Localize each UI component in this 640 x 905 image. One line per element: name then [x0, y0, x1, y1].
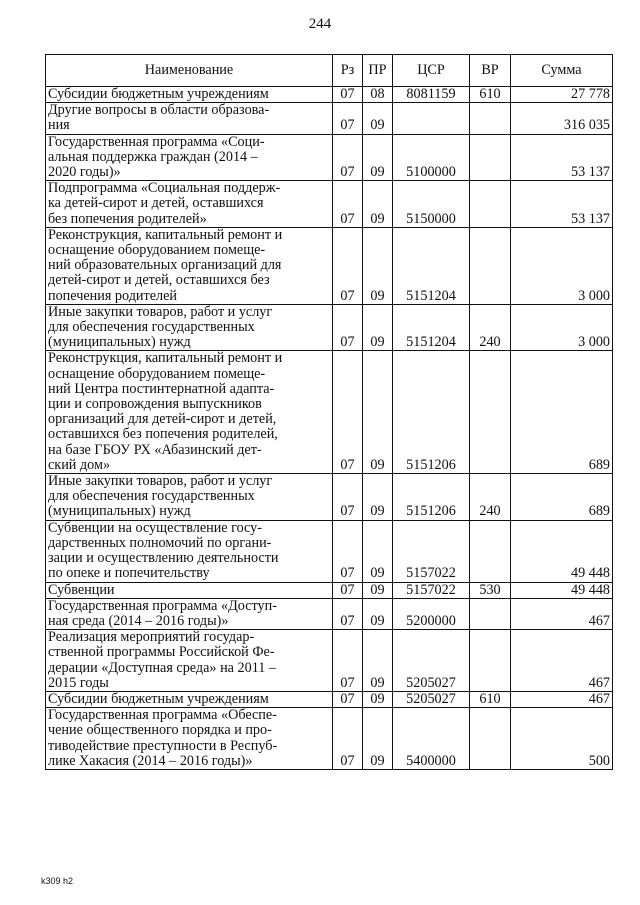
- row-name-cell: Субвенции на осуществление госу- дарственных полномочий по органи- зации и осуществлению деятельности по опеке и попечительству: [46, 520, 333, 582]
- row-vr-cell: 610: [470, 691, 511, 707]
- row-csr-cell: 5157022: [393, 582, 470, 598]
- row-csr-cell: 5151204: [393, 304, 470, 351]
- row-name-cell: Реализация мероприятий государ- ственной программы Российской Фе- дерации «Доступная среда» на 2011 – 2015 годы: [46, 630, 333, 692]
- table-row: [46, 582, 613, 598]
- row-name-cell: Реконструкция, капитальный ремонт и оснащение оборудованием помеще- ний образовательных организаций для детей-сирот и детей, оставшихся без попечения родителей: [46, 227, 333, 304]
- table-row: [46, 708, 613, 770]
- row-csr-cell: 5157022: [393, 520, 470, 582]
- row-rz-cell: 07: [333, 304, 363, 351]
- row-csr-cell: 5200000: [393, 598, 470, 629]
- row-csr-cell: 5150000: [393, 181, 470, 228]
- header-vr: ВР: [470, 55, 511, 87]
- row-name-cell: Государственная программа «Соци- альная поддержка граждан (2014 – 2020 годы)»: [46, 134, 333, 181]
- row-sum-cell: 49 448: [511, 582, 613, 598]
- row-rz-cell: 07: [333, 708, 363, 770]
- row-pr-cell: 09: [363, 630, 393, 692]
- table-row: [46, 181, 613, 228]
- row-pr-cell: 09: [363, 304, 393, 351]
- row-sum-cell: 689: [511, 474, 613, 521]
- table-row: [46, 227, 613, 304]
- row-pr-cell: 09: [363, 582, 393, 598]
- row-sum-cell: 3 000: [511, 227, 613, 304]
- row-name-cell: Реконструкция, капитальный ремонт и оснащение оборудованием помеще- ний Центра постинтернатной адапта- ции и сопровождения выпускников организаций для детей-сирот и детей, оставшихся без попечения родителей, на базе ГБОУ РХ «Абазинский дет- ский дом»: [46, 351, 333, 474]
- row-rz-cell: 07: [333, 520, 363, 582]
- row-name-cell: Субвенции: [46, 582, 333, 598]
- row-vr-cell: 530: [470, 582, 511, 598]
- row-csr-cell: 5400000: [393, 708, 470, 770]
- row-sum-cell: 53 137: [511, 134, 613, 181]
- table-row: [46, 691, 613, 707]
- row-name-cell: Государственная программа «Обеспе- чение общественного порядка и про- тиводействие преступности в Респуб- лике Хакасия (2014 – 2016 годы)»: [46, 708, 333, 770]
- table-body: [46, 87, 613, 770]
- row-rz-cell: 07: [333, 691, 363, 707]
- row-pr-cell: 09: [363, 181, 393, 228]
- table-row: [46, 520, 613, 582]
- header-name: Наименование: [46, 55, 333, 87]
- table-row: [46, 474, 613, 521]
- row-name-cell: Иные закупки товаров, работ и услуг для обеспечения государственных (муниципальных) нужд: [46, 304, 333, 351]
- row-csr-cell: 5205027: [393, 630, 470, 692]
- row-pr-cell: 09: [363, 708, 393, 770]
- row-csr-cell: [393, 103, 470, 134]
- row-pr-cell: 09: [363, 520, 393, 582]
- row-name-cell: Подпрограмма «Социальная поддерж- ка детей-сирот и детей, оставшихся без попечения родителей»: [46, 181, 333, 228]
- row-sum-cell: 467: [511, 598, 613, 629]
- row-vr-cell: [470, 708, 511, 770]
- row-vr-cell: 610: [470, 87, 511, 103]
- row-pr-cell: 09: [363, 474, 393, 521]
- row-csr-cell: 5151206: [393, 351, 470, 474]
- row-rz-cell: 07: [333, 103, 363, 134]
- row-sum-cell: 500: [511, 708, 613, 770]
- row-pr-cell: 09: [363, 134, 393, 181]
- row-sum-cell: 467: [511, 691, 613, 707]
- row-vr-cell: [470, 134, 511, 181]
- row-sum-cell: 27 778: [511, 87, 613, 103]
- row-rz-cell: 07: [333, 598, 363, 629]
- row-csr-cell: 5205027: [393, 691, 470, 707]
- table-row: [46, 304, 613, 351]
- row-rz-cell: 07: [333, 87, 363, 103]
- table-row: [46, 134, 613, 181]
- row-rz-cell: 07: [333, 351, 363, 474]
- row-sum-cell: 3 000: [511, 304, 613, 351]
- row-pr-cell: 09: [363, 351, 393, 474]
- footer-code: k309 h2: [41, 876, 74, 886]
- row-sum-cell: 467: [511, 630, 613, 692]
- table-row: [46, 598, 613, 629]
- row-name-cell: Субсидии бюджетным учреждениям: [46, 691, 333, 707]
- row-vr-cell: [470, 181, 511, 228]
- row-vr-cell: [470, 103, 511, 134]
- row-pr-cell: 09: [363, 691, 393, 707]
- row-sum-cell: 53 137: [511, 181, 613, 228]
- row-name-cell: Государственная программа «Доступ- ная среда (2014 – 2016 годы)»: [46, 598, 333, 629]
- row-vr-cell: [470, 351, 511, 474]
- row-csr-cell: 5151204: [393, 227, 470, 304]
- row-rz-cell: 07: [333, 582, 363, 598]
- row-name-cell: Субсидии бюджетным учреждениям: [46, 87, 333, 103]
- row-rz-cell: 07: [333, 474, 363, 521]
- header-csr: ЦСР: [393, 55, 470, 87]
- row-pr-cell: 09: [363, 227, 393, 304]
- row-sum-cell: 49 448: [511, 520, 613, 582]
- row-vr-cell: [470, 630, 511, 692]
- table-header-row: [46, 55, 613, 87]
- row-rz-cell: 07: [333, 630, 363, 692]
- row-csr-cell: 5151206: [393, 474, 470, 521]
- row-vr-cell: 240: [470, 474, 511, 521]
- table-row: [46, 630, 613, 692]
- row-csr-cell: 8081159: [393, 87, 470, 103]
- row-sum-cell: 316 035: [511, 103, 613, 134]
- row-pr-cell: 08: [363, 87, 393, 103]
- row-vr-cell: [470, 520, 511, 582]
- row-rz-cell: 07: [333, 181, 363, 228]
- table-row: [46, 103, 613, 134]
- row-name-cell: Другие вопросы в области образова- ния: [46, 103, 333, 134]
- table-row: [46, 351, 613, 474]
- row-vr-cell: 240: [470, 304, 511, 351]
- row-pr-cell: 09: [363, 598, 393, 629]
- budget-table: [45, 54, 613, 770]
- page-number: 244: [308, 16, 332, 32]
- row-rz-cell: 07: [333, 227, 363, 304]
- row-vr-cell: [470, 598, 511, 629]
- row-sum-cell: 689: [511, 351, 613, 474]
- table-row: [46, 87, 613, 103]
- row-csr-cell: 5100000: [393, 134, 470, 181]
- header-sum: Сумма: [511, 55, 613, 87]
- row-rz-cell: 07: [333, 134, 363, 181]
- header-pr: ПР: [363, 55, 393, 87]
- row-vr-cell: [470, 227, 511, 304]
- header-rz: Рз: [333, 55, 363, 87]
- row-name-cell: Иные закупки товаров, работ и услуг для обеспечения государственных (муниципальных) нужд: [46, 474, 333, 521]
- row-pr-cell: 09: [363, 103, 393, 134]
